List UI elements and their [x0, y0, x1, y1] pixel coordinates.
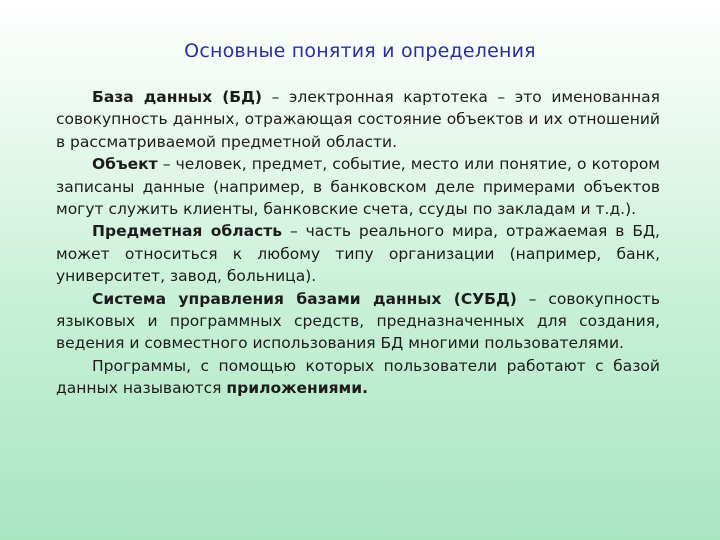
definition-database — [56, 86, 660, 153]
definition-dbms-text: – совокупность языковых и программных средств, предназначенных для создания, ведения и совместного использования БД многими пользователями. — [56, 289, 661, 353]
definition-dbms — [56, 288, 660, 355]
term-object: Объект — [92, 155, 158, 174]
term-applications: приложениями. — [226, 379, 368, 398]
definition-applications-text: Программы, с помощью которых пользователи работают с базой данных называются — [56, 356, 660, 398]
definition-applications — [56, 355, 660, 400]
definition-object-text: – человек, предмет, событие, место или понятие, о котором записаны данные (например, в банковском деле примерами объектов могут служить клиенты, банковские счета, ссуды по закладам и т.д.). — [56, 155, 660, 219]
definition-object — [56, 153, 660, 220]
term-database: База данных (БД) — [92, 88, 263, 106]
term-subject-area: Предметная область — [92, 222, 283, 241]
slide-title: Основные понятия и определения — [184, 40, 536, 62]
definition-subject-area-text: – часть реального мира, отражаемая в БД, может относиться к любому типу организации (например, банк, университет, завод, больница). — [56, 222, 660, 286]
definition-subject-area — [56, 220, 660, 287]
slide-content — [56, 86, 660, 400]
term-dbms: Система управления базами данных (СУБД) — [92, 289, 517, 308]
definition-database-text: – электронная картотека – это именованная совокупность данных, отражающая состояние объектов и их отношений в рассматриваемой предметной области. — [56, 88, 660, 151]
